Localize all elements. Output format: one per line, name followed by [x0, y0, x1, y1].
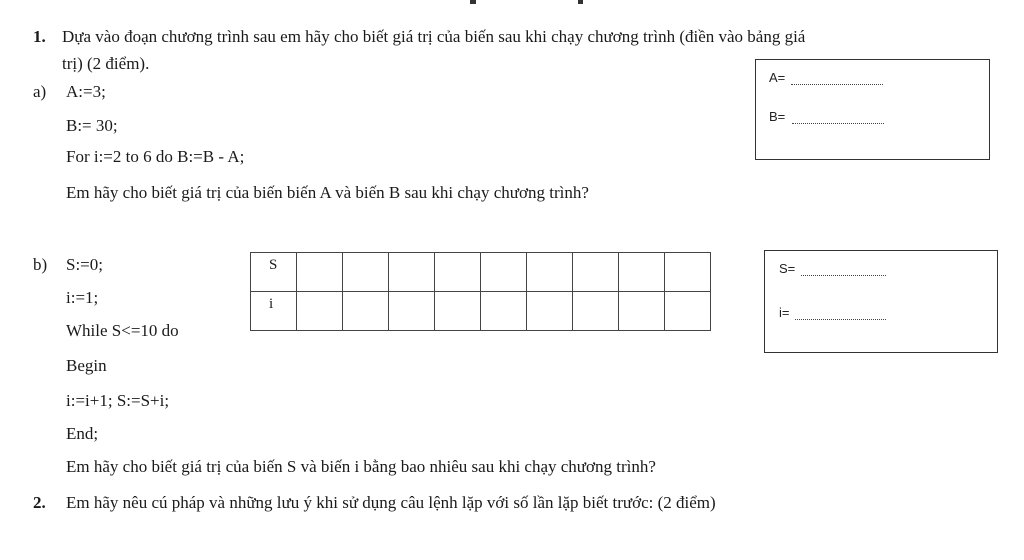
value-trace-table [250, 252, 711, 331]
table-cell[interactable] [389, 292, 435, 331]
table-row-header: S [251, 253, 297, 292]
part-b-code-line-6: End; [66, 424, 99, 443]
table-cell[interactable] [481, 253, 527, 292]
part-b-answer-box [764, 250, 998, 353]
part-a-code-line-2: B:= 30; [66, 116, 118, 135]
part-b-question: Em hãy cho biết giá trị của biến S và biến i bằng bao nhiêu sau khi chạy chương trình? [66, 457, 656, 476]
cropped-mark [578, 0, 583, 4]
question-2-number: 2. [33, 493, 46, 512]
table-row-header: i [251, 292, 297, 331]
question-1-prompt-line-2: trị) (2 điểm). [62, 54, 150, 73]
part-b-code-line-5: i:=i+1; S:=S+i; [66, 391, 170, 410]
table-row-s [251, 253, 711, 292]
table-cell[interactable] [435, 253, 481, 292]
table-cell[interactable] [343, 292, 389, 331]
table-cell[interactable] [435, 292, 481, 331]
part-a-code-line-1: A:=3; [66, 82, 106, 101]
answer-i-label: i= [779, 305, 790, 320]
answer-s-label: S= [779, 261, 796, 276]
table-row-i [251, 292, 711, 331]
table-cell[interactable] [297, 292, 343, 331]
table-cell[interactable] [343, 253, 389, 292]
table-cell[interactable] [573, 292, 619, 331]
table-cell[interactable] [665, 253, 711, 292]
answer-s-blank[interactable] [801, 275, 886, 276]
part-b-label: b) [33, 255, 48, 274]
table-cell[interactable] [297, 253, 343, 292]
table-cell[interactable] [527, 253, 573, 292]
part-a-label: a) [33, 82, 47, 101]
part-a-code-line-3: For i:=2 to 6 do B:=B - A; [66, 147, 245, 166]
question-1-number: 1. [33, 27, 46, 46]
question-1-prompt-line-1: Dựa vào đoạn chương trình sau em hãy cho biết giá trị của biến sau khi chạy chương trình (điền vào bảng giá [62, 27, 806, 46]
table-cell[interactable] [481, 292, 527, 331]
part-a-question: Em hãy cho biết giá trị của biến biến A và biến B sau khi chạy chương trình? [66, 183, 589, 202]
part-a-answer-box [755, 59, 990, 160]
question-2-prompt: Em hãy nêu cú pháp và những lưu ý khi sử dụng câu lệnh lặp với số lần lặp biết trước: (2 điểm) [66, 493, 716, 512]
part-b-code-line-3: While S<=10 do [66, 321, 179, 340]
part-b-code-line-4: Begin [66, 356, 107, 375]
answer-a-blank[interactable] [791, 84, 883, 85]
answer-b-label: B= [769, 109, 786, 124]
table-cell[interactable] [389, 253, 435, 292]
answer-i-blank[interactable] [795, 319, 886, 320]
table-cell[interactable] [619, 292, 665, 331]
table-cell[interactable] [665, 292, 711, 331]
table-cell[interactable] [527, 292, 573, 331]
table-cell[interactable] [573, 253, 619, 292]
cropped-mark [470, 0, 476, 4]
part-b-code-line-1: S:=0; [66, 255, 103, 274]
answer-a-label: A= [769, 70, 786, 85]
answer-b-blank[interactable] [792, 123, 884, 124]
table-cell[interactable] [619, 253, 665, 292]
part-b-code-line-2: i:=1; [66, 288, 99, 307]
